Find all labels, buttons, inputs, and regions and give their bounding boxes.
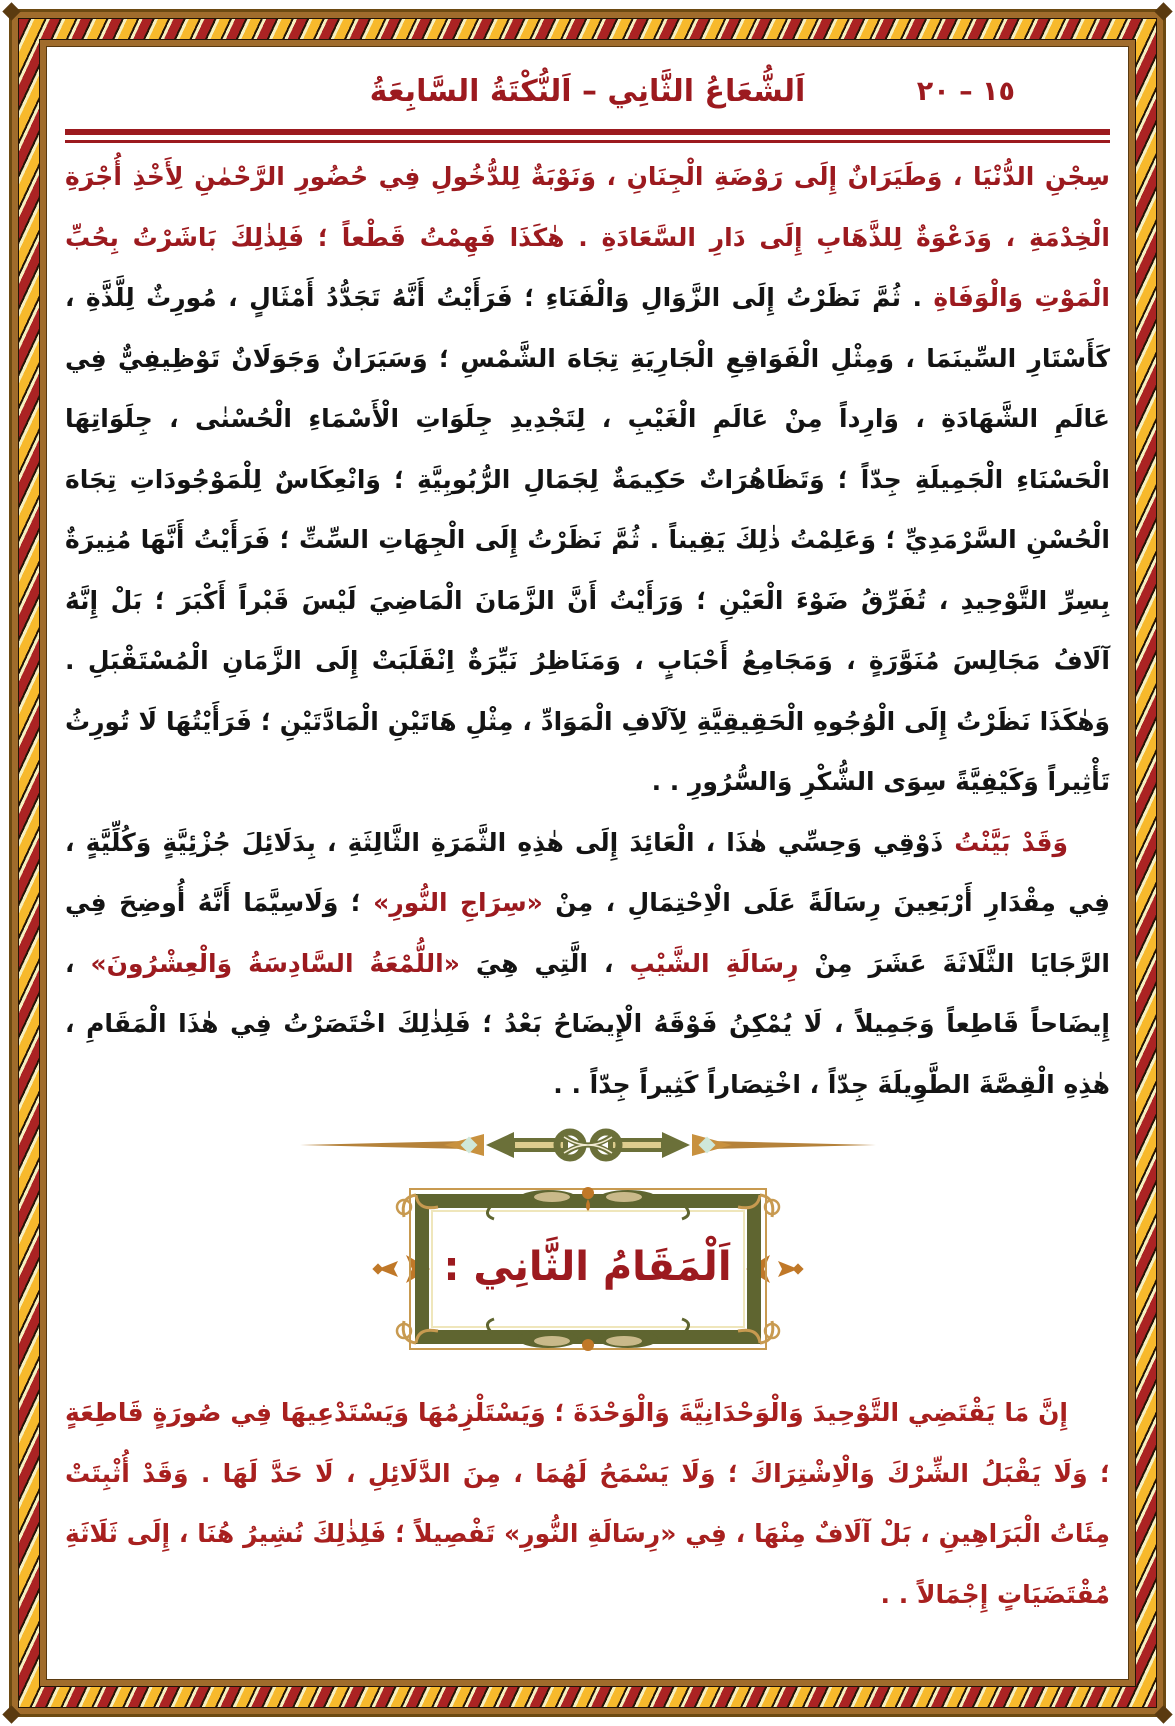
paragraph [65, 813, 1110, 1116]
section-divider-ornament [298, 1123, 878, 1171]
text-segment: ؛ وَلَاسِيَّمَا أَنَّهُ أُوضِحَ فِي الرَّجَايَا الثَّلَاثَةَ عَشَرَ مِنْ [65, 888, 1110, 978]
header-double-rule [65, 129, 1110, 143]
corner-finial-icon [2, 1705, 20, 1723]
ornamental-title-frame [372, 1175, 804, 1363]
page-content [46, 46, 1129, 1680]
corner-finial-icon [1154, 1705, 1172, 1723]
body-text [65, 147, 1110, 1115]
page-title: اَلشُّعَاعُ الثَّانِي – اَلنُّكْتَةُ السَّابِعَةُ [369, 74, 806, 109]
divider-icon [298, 1123, 878, 1167]
border-inner-band [39, 39, 1136, 1687]
text-segment-red: وَقَدْ بَيَّنْتُ [954, 827, 1068, 857]
text-segment: ، الَّتِي هِيَ [459, 948, 630, 978]
text-segment: ذَوْقِي وَحِسِّي هٰذَا ، الْعَائِدَ إِلَى هٰذِهِ الثَّمَرَةِ الثَّالِثَةِ ، بِدَلَائِلَ جُزْئِيَّةٍ وَكُلِّيَّةٍ ، فِي مِقْدَارِ أَرْبَعِينَ رِسَالَةً عَلَى الْاِحْتِمَالِ ، مِنْ [65, 827, 1110, 917]
border-braid-band [18, 18, 1157, 1708]
paragraph [65, 1383, 1110, 1625]
page-numbers: ١٥ – ٢٠ [916, 76, 1015, 107]
text-segment: . ثُمَّ نَظَرْتُ إِلَى الزَّوَالِ وَالْفَنَاءِ ؛ فَرَأَيْتُ أَنَّهُ تَجَدُّدُ أَمْثَالٍ ، مُورِثٌ لِلَّذَّةِ ، كَأَسْتَارِ السِّينَمَا ، وَمِثْلِ الْفَوَاقِعِ الْجَارِيَةِ تِجَاهَ الشَّمْسِ ؛ وَسَيَرَانٌ وَجَوَلَانٌ تَوْظِيفِيٌّ فِي عَالَمِ الشَّهَادَةِ ، وَارِداً مِنْ عَالَمِ الْغَيْبِ ، لِتَجْدِيدِ جِلَوَاتِ الْأَسْمَاءِ الْحُسْنٰى ، جِلَوَاتِهَا الْحَسْنَاءِ الْجَمِيلَةِ جِدّاً ؛ وَتَظَاهُرَاتٌ حَكِيمَةٌ لِجَمَالِ الرُّبُوبِيَّةِ ؛ وَانْعِكَاسٌ لِلْمَوْجُودَاتِ تِجَاهَ الْحُسْنِ السَّرْمَدِيِّ ؛ وَعَلِمْتُ ذٰلِكَ يَقِيناً . ثُمَّ نَظَرْتُ إِلَى الْجِهَاتِ السِّتِّ ؛ فَرَأَيْتُ أَنَّهَا مُنِيرَةٌ بِسِرِّ التَّوْحِيدِ ، تُفَرِّقُ ضَوْءَ الْعَيْنِ ؛ وَرَأَيْتُ أَنَّ الزَّمَانَ الْمَاضِيَ لَيْسَ قَبْراً أَكْبَرَ ؛ بَلْ إِنَّهُ آلَافُ مَجَالِسَ مُنَوَّرَةٍ ، وَمَجَامِعُ أَحْبَابٍ ، وَمَنَاظِرُ نَيِّرَةٌ اِنْقَلَبَتْ إِلَى الزَّمَانِ الْمُسْتَقْبَلِ . وَهٰكَذَا نَظَرْتُ إِلَى الْوُجُوهِ الْحَقِيقِيَّةِ لِآلَافِ الْمَوَادِّ ، مِثْلِ هَاتَيْنِ الْمَادَّتَيْنِ ؛ فَرَأَيْتُهَا لَا تُورِثُ تَأْثِيراً وَكَيْفِيَّةً سِوَى الشُّكْرِ وَالسُّرُورِ . . [65, 283, 1110, 796]
guilloche-page-border [9, 9, 1166, 1717]
text-segment: ، إِيضَاحاً قَاطِعاً وَجَمِيلاً ، لَا يُمْكِنُ فَوْقَهُ الْإِيضَاحُ بَعْدُ ؛ فَلِذٰلِكَ اخْتَصَرْتُ فِي هٰذَا الْمَقَامِ ، هٰذِهِ الْقِصَّةَ الطَّوِيلَةَ جِدّاً ، اخْتِصَاراً كَثِيراً جِدّاً . . [65, 948, 1110, 1099]
section-heading: اَلْمَقَامُ الثَّانِي : [443, 1244, 732, 1290]
text-segment-red: رِسَالَةِ الشَّيْبِ [629, 948, 799, 978]
paragraph [65, 147, 1110, 813]
bottom-text [65, 1383, 1110, 1625]
text-segment-red: «سِرَاجِ النُّورِ» [373, 888, 543, 917]
page-header [65, 63, 1110, 121]
text-segment-red: سِجْنِ الدُّنْيَا ، وَطَيَرَانٌ إِلَى رَوْضَةِ الْجِنَانِ ، وَنَوْبَةٌ لِلدُّخُولِ فِي حُضُورِ الرَّحْمٰنِ لِأَخْذِ أُجْرَةِ الْخِدْمَةِ ، وَدَعْوَةٌ لِلذَّهَابِ إِلَى دَارِ السَّعَادَةِ . هٰكَذَا فَهِمْتُ قَطْعاً ؛ فَلِذٰلِكَ بَاشَرْتُ بِحُبِّ الْمَوْتِ وَالْوَفَاةِ [65, 162, 1110, 312]
text-segment-red: «اللُّمْعَةُ السَّادِسَةُ وَالْعِشْرُونَ» [90, 948, 460, 978]
text-segment-red: إِنَّ مَا يَقْتَضِي التَّوْحِيدَ وَالْوَحْدَانِيَّةَ وَالْوَحْدَةَ ؛ وَيَسْتَلْزِمُهَا وَيَسْتَدْعِيهَا فِي صُورَةٍ قَاطِعَةٍ ؛ وَلَا يَقْبَلُ الشِّرْكَ وَالْاِشْتِرَاكَ ؛ وَلَا يَسْمَحُ لَهُمَا ، مِنَ الدَّلَائِلِ ، لَا حَدَّ لَهَا . وَقَدْ أُثْبِتَتْ مِئَاتُ الْبَرَاهِينِ ، بَلْ آلَافٌ مِنْهَا ، فِي «رِسَالَةِ النُّورِ» تَفْصِيلاً ؛ فَلِذٰلِكَ نُشِيرُ هُنَا ، إِلَى ثَلَاثَةِ مُقْتَضَيَاتٍ إِجْمَالاً . . [65, 1398, 1110, 1609]
corner-finial-icon [1154, 2, 1172, 20]
